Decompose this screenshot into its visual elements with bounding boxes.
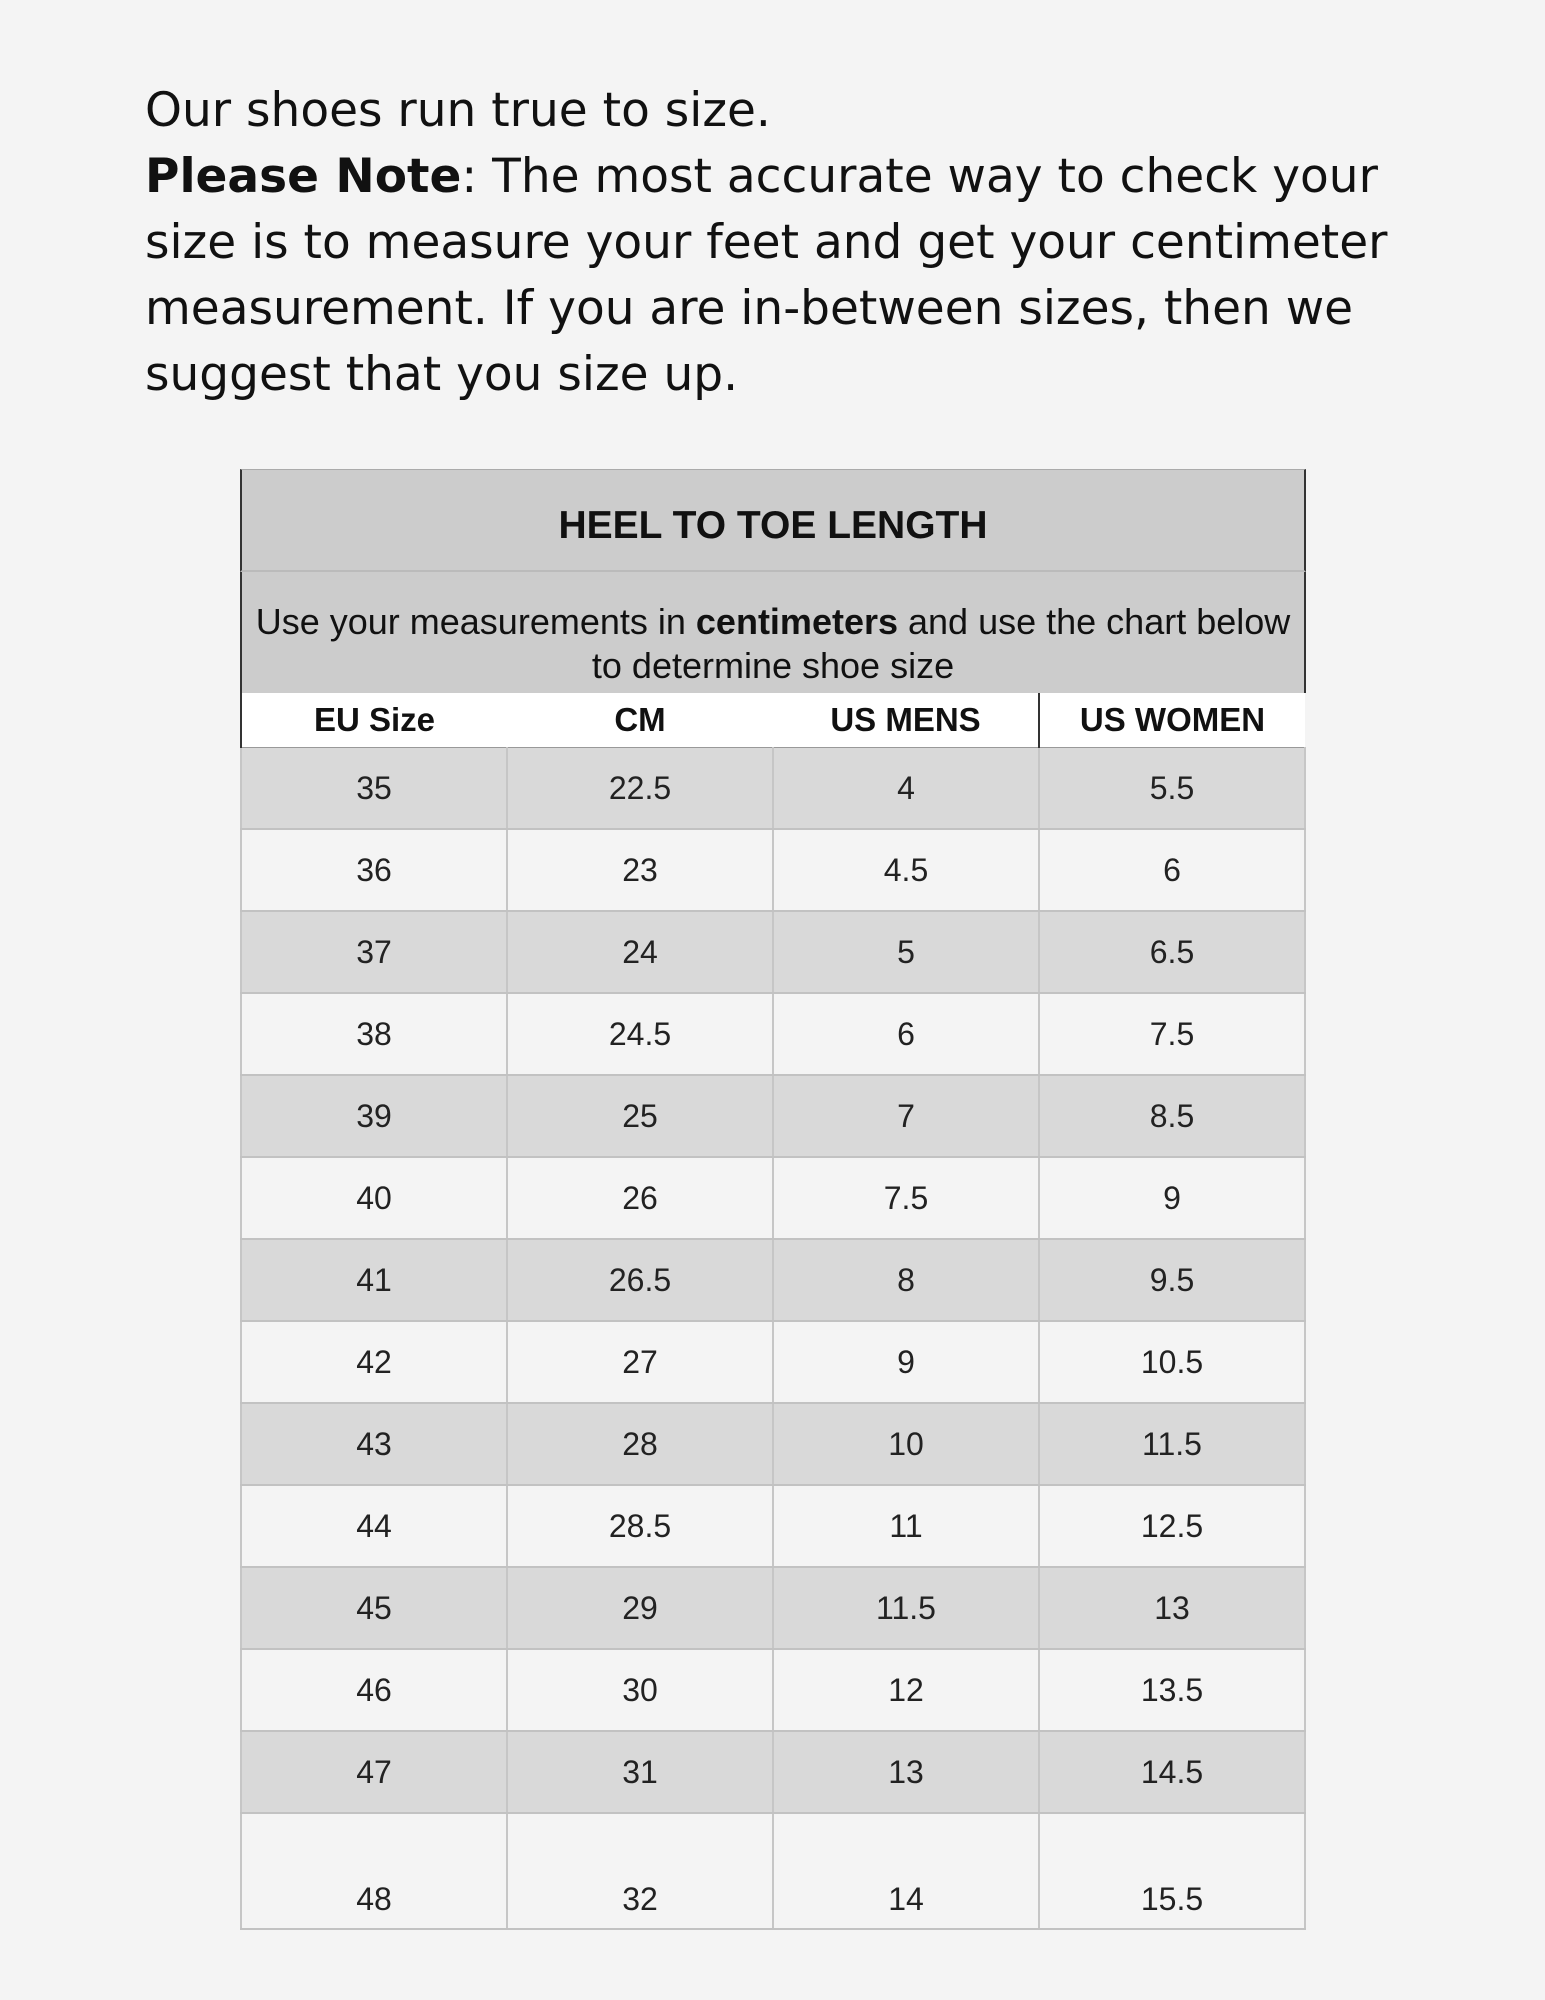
us-mens-cell: 7.5	[773, 1157, 1039, 1239]
eu-size-cell: 41	[241, 1239, 507, 1321]
us-women-cell: 9	[1039, 1157, 1305, 1239]
cm-cell: 32	[507, 1813, 773, 1929]
table-row	[241, 911, 1305, 993]
eu-size-cell: 35	[241, 748, 507, 830]
us-mens-cell: 11	[773, 1485, 1039, 1567]
table-header-row	[241, 693, 1305, 748]
table-row	[241, 1567, 1305, 1649]
table-row	[241, 993, 1305, 1075]
us-women-cell: 14.5	[1039, 1731, 1305, 1813]
cm-cell: 22.5	[507, 748, 773, 830]
eu-size-cell: 43	[241, 1403, 507, 1485]
header-eu-size: EU Size	[241, 693, 507, 748]
eu-size-cell: 47	[241, 1731, 507, 1813]
chart-title: HEEL TO TOE LENGTH	[558, 504, 988, 547]
cm-cell: 29	[507, 1567, 773, 1649]
us-mens-cell: 7	[773, 1075, 1039, 1157]
eu-size-cell: 45	[241, 1567, 507, 1649]
us-women-cell: 15.5	[1039, 1813, 1305, 1929]
us-women-cell: 12.5	[1039, 1485, 1305, 1567]
table-row	[241, 1485, 1305, 1567]
cm-cell: 28.5	[507, 1485, 773, 1567]
table-row	[241, 1321, 1305, 1403]
us-women-cell: 7.5	[1039, 993, 1305, 1075]
cm-cell: 30	[507, 1649, 773, 1731]
table-row	[241, 1403, 1305, 1485]
table-row	[241, 1157, 1305, 1239]
us-mens-cell: 4.5	[773, 829, 1039, 911]
cm-cell: 31	[507, 1731, 773, 1813]
cm-cell: 26	[507, 1157, 773, 1239]
eu-size-cell: 39	[241, 1075, 507, 1157]
table-row	[241, 1813, 1305, 1929]
us-women-cell: 5.5	[1039, 748, 1305, 830]
table-row	[241, 1239, 1305, 1321]
size-chart	[240, 469, 1306, 1930]
us-women-cell: 9.5	[1039, 1239, 1305, 1321]
us-women-cell: 10.5	[1039, 1321, 1305, 1403]
size-table-body	[241, 748, 1305, 1930]
cm-cell: 24.5	[507, 993, 773, 1075]
table-row	[241, 1731, 1305, 1813]
table-row	[241, 829, 1305, 911]
us-mens-cell: 11.5	[773, 1567, 1039, 1649]
eu-size-cell: 44	[241, 1485, 507, 1567]
us-women-cell: 8.5	[1039, 1075, 1305, 1157]
eu-size-cell: 38	[241, 993, 507, 1075]
chart-title-band	[240, 469, 1306, 572]
us-mens-cell: 6	[773, 993, 1039, 1075]
us-mens-cell: 12	[773, 1649, 1039, 1731]
us-mens-cell: 10	[773, 1403, 1039, 1485]
eu-size-cell: 46	[241, 1649, 507, 1731]
table-row	[241, 748, 1305, 830]
header-cm: CM	[507, 693, 773, 748]
intro-text	[145, 78, 1475, 408]
us-mens-cell: 13	[773, 1731, 1039, 1813]
eu-size-cell: 42	[241, 1321, 507, 1403]
instructions-bold: centimeters	[695, 601, 899, 642]
cm-cell: 23	[507, 829, 773, 911]
us-mens-cell: 8	[773, 1239, 1039, 1321]
eu-size-cell: 40	[241, 1157, 507, 1239]
note-paragraph	[145, 144, 1475, 408]
us-women-cell: 13.5	[1039, 1649, 1305, 1731]
eu-size-cell: 36	[241, 829, 507, 911]
us-women-cell: 13	[1039, 1567, 1305, 1649]
us-women-cell: 6.5	[1039, 911, 1305, 993]
us-women-cell: 11.5	[1039, 1403, 1305, 1485]
size-table	[240, 693, 1306, 1930]
cm-cell: 24	[507, 911, 773, 993]
header-us-women: US WOMEN	[1039, 693, 1305, 748]
eu-size-cell: 37	[241, 911, 507, 993]
note-text: : The most accurate way to check your size is to measure your feet and get your centimeter measurement. If you are in-between sizes, then we suggest that you size up.	[145, 149, 1388, 402]
chart-instructions	[240, 572, 1306, 693]
cm-cell: 25	[507, 1075, 773, 1157]
us-mens-cell: 9	[773, 1321, 1039, 1403]
instructions-part2: and use the chart below to determine shoe size	[591, 601, 1291, 686]
table-row	[241, 1649, 1305, 1731]
cm-cell: 26.5	[507, 1239, 773, 1321]
us-mens-cell: 4	[773, 748, 1039, 830]
note-label: Please Note	[145, 149, 462, 204]
instructions-part1: Use your measurements in	[255, 601, 696, 642]
us-mens-cell: 14	[773, 1813, 1039, 1929]
cm-cell: 27	[507, 1321, 773, 1403]
cm-cell: 28	[507, 1403, 773, 1485]
us-mens-cell: 5	[773, 911, 1039, 993]
table-row	[241, 1075, 1305, 1157]
us-women-cell: 6	[1039, 829, 1305, 911]
header-us-mens: US MENS	[773, 693, 1039, 748]
eu-size-cell: 48	[241, 1813, 507, 1929]
fit-statement: Our shoes run true to size.	[145, 83, 771, 138]
